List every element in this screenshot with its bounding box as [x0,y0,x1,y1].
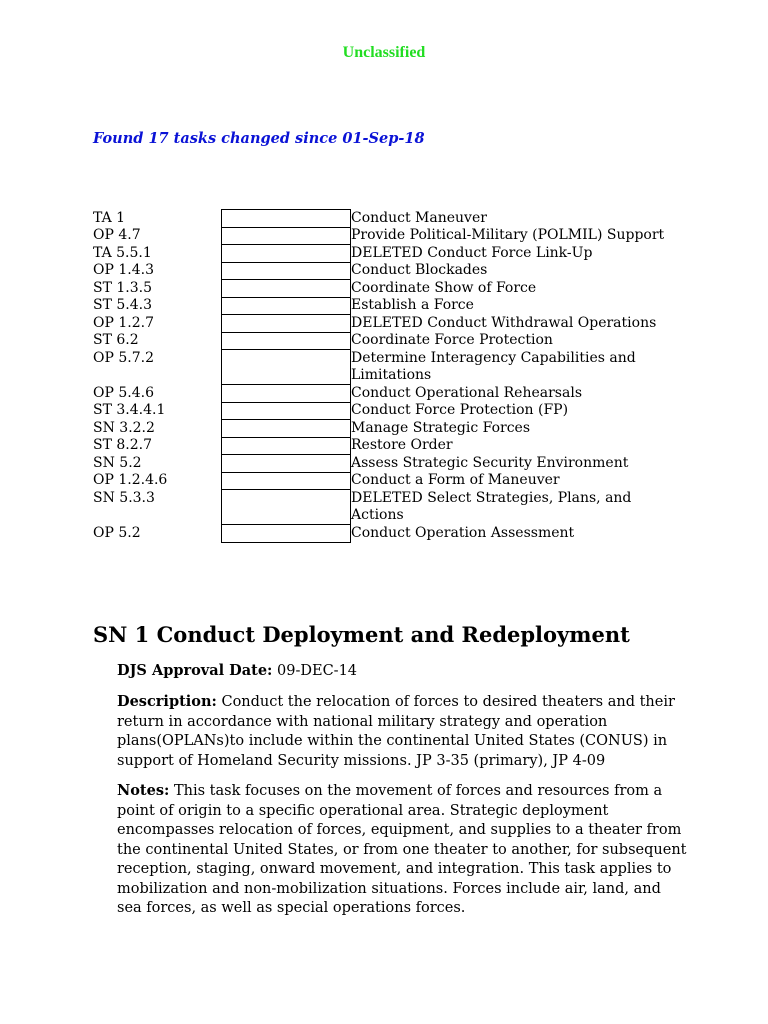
task-title: DELETED Conduct Withdrawal Operations [351,314,657,331]
task-code: SN 5.2 [93,454,142,471]
task-code: OP 1.2.4.6 [93,472,168,488]
task-checkbox-cell [222,402,351,420]
task-checkbox-cell [222,472,351,490]
task-checkbox-cell [222,490,351,525]
task-title: Establish a Force [351,297,474,313]
task-title: DELETED Conduct Force Link-Up [351,244,593,261]
task-code: TA 1 [93,209,126,226]
task-title: Conduct Operation Assessment [351,524,575,541]
task-title: DELETED Select Strategies, Plans, and Actions [351,489,632,523]
task-title: Conduct Force Protection (FP) [351,402,569,418]
task-code: ST 8.2.7 [93,437,153,453]
task-code: OP 1.2.7 [93,314,154,331]
table-row [93,420,677,438]
tasks-changed-summary: Found 17 tasks changed since 01-Sep-18 [93,130,425,147]
task-title: Manage Strategic Forces [351,419,531,436]
task-checkbox-cell [222,297,351,315]
table-row [93,455,677,473]
approval-date [117,661,687,682]
table-row [93,280,677,298]
task-code: OP 5.7.2 [93,349,154,366]
approval-date-value: 09-DEC-14 [277,663,358,679]
classification-banner: Unclassified [342,44,426,61]
task-title: Coordinate Show of Force [351,279,537,296]
task-title: Conduct Blockades [351,262,488,278]
table-row [93,245,677,263]
table-row [93,437,677,455]
task-title: Assess Strategic Security Environment [351,454,629,471]
task-title: Restore Order [351,437,453,453]
task-checkbox-cell [222,245,351,263]
notes-text: This task focuses on the movement of forces and resources from a point of origin to a specific operational area. Strategic deployment encompasses relocation of forces, equipment, and supplies to a theater from the continental United States, or from one theater to another, for subsequent reception, staging, onward movement, and integration. This task applies to mobilization and non-mobilization situations. Forces include air, land, and sea forces, as well as special operations forces. [117,783,687,916]
notes-paragraph [117,781,687,919]
table-row [93,402,677,420]
task-title: Coordinate Force Protection [351,332,553,348]
task-title: Conduct a Form of Maneuver [351,472,560,488]
task-checkbox-cell [222,227,351,245]
notes-label: Notes: [117,782,170,799]
task-checkbox-cell [222,385,351,403]
task-checkbox-cell [222,455,351,473]
task-code: SN 3.2.2 [93,419,155,436]
task-checkbox-cell [222,437,351,455]
task-title: Provide Political-Military (POLMIL) Support [351,227,665,243]
approval-date-label: DJS Approval Date: [117,662,273,679]
task-checkbox-cell [222,525,351,543]
description-paragraph [117,692,687,771]
section-heading: SN 1 Conduct Deployment and Redeployment [93,622,630,647]
task-checkbox-cell [222,332,351,350]
task-checkbox-cell [222,420,351,438]
task-checkbox-cell [222,350,351,385]
table-row [93,490,677,525]
table-row [93,385,677,403]
changed-tasks-table [93,209,677,543]
task-code: TA 5.5.1 [93,244,152,261]
table-row [93,262,677,280]
task-title: Conduct Operational Rehearsals [351,384,582,401]
table-row [93,525,677,543]
table-row [93,227,677,245]
table-row [93,297,677,315]
task-code: ST 3.4.4.1 [93,402,166,418]
task-code: OP 5.2 [93,524,141,541]
task-checkbox-cell [222,262,351,280]
table-row [93,332,677,350]
table-row [93,210,677,228]
task-code: ST 5.4.3 [93,297,153,313]
task-code: ST 6.2 [93,332,139,348]
task-code: OP 5.4.6 [93,384,154,401]
task-code: SN 5.3.3 [93,489,155,506]
task-code: OP 4.7 [93,227,141,243]
task-code: ST 1.3.5 [93,279,153,296]
task-checkbox-cell [222,210,351,228]
task-title: Conduct Maneuver [351,209,487,226]
description-text: Conduct the relocation of forces to desired theaters and their return in accordance with national military strategy and operation plans(OPLANs)to include within the continental United States (CONUS) in support of Homeland Security missions. JP 3-35 (primary), JP 4-09 [117,694,675,769]
table-row [93,472,677,490]
table-row [93,315,677,333]
task-title: Determine Interagency Capabilities and Limitations [351,349,636,383]
task-checkbox-cell [222,280,351,298]
description-label: Description: [117,693,217,710]
task-checkbox-cell [222,315,351,333]
task-code: OP 1.4.3 [93,262,154,278]
table-row [93,350,677,385]
